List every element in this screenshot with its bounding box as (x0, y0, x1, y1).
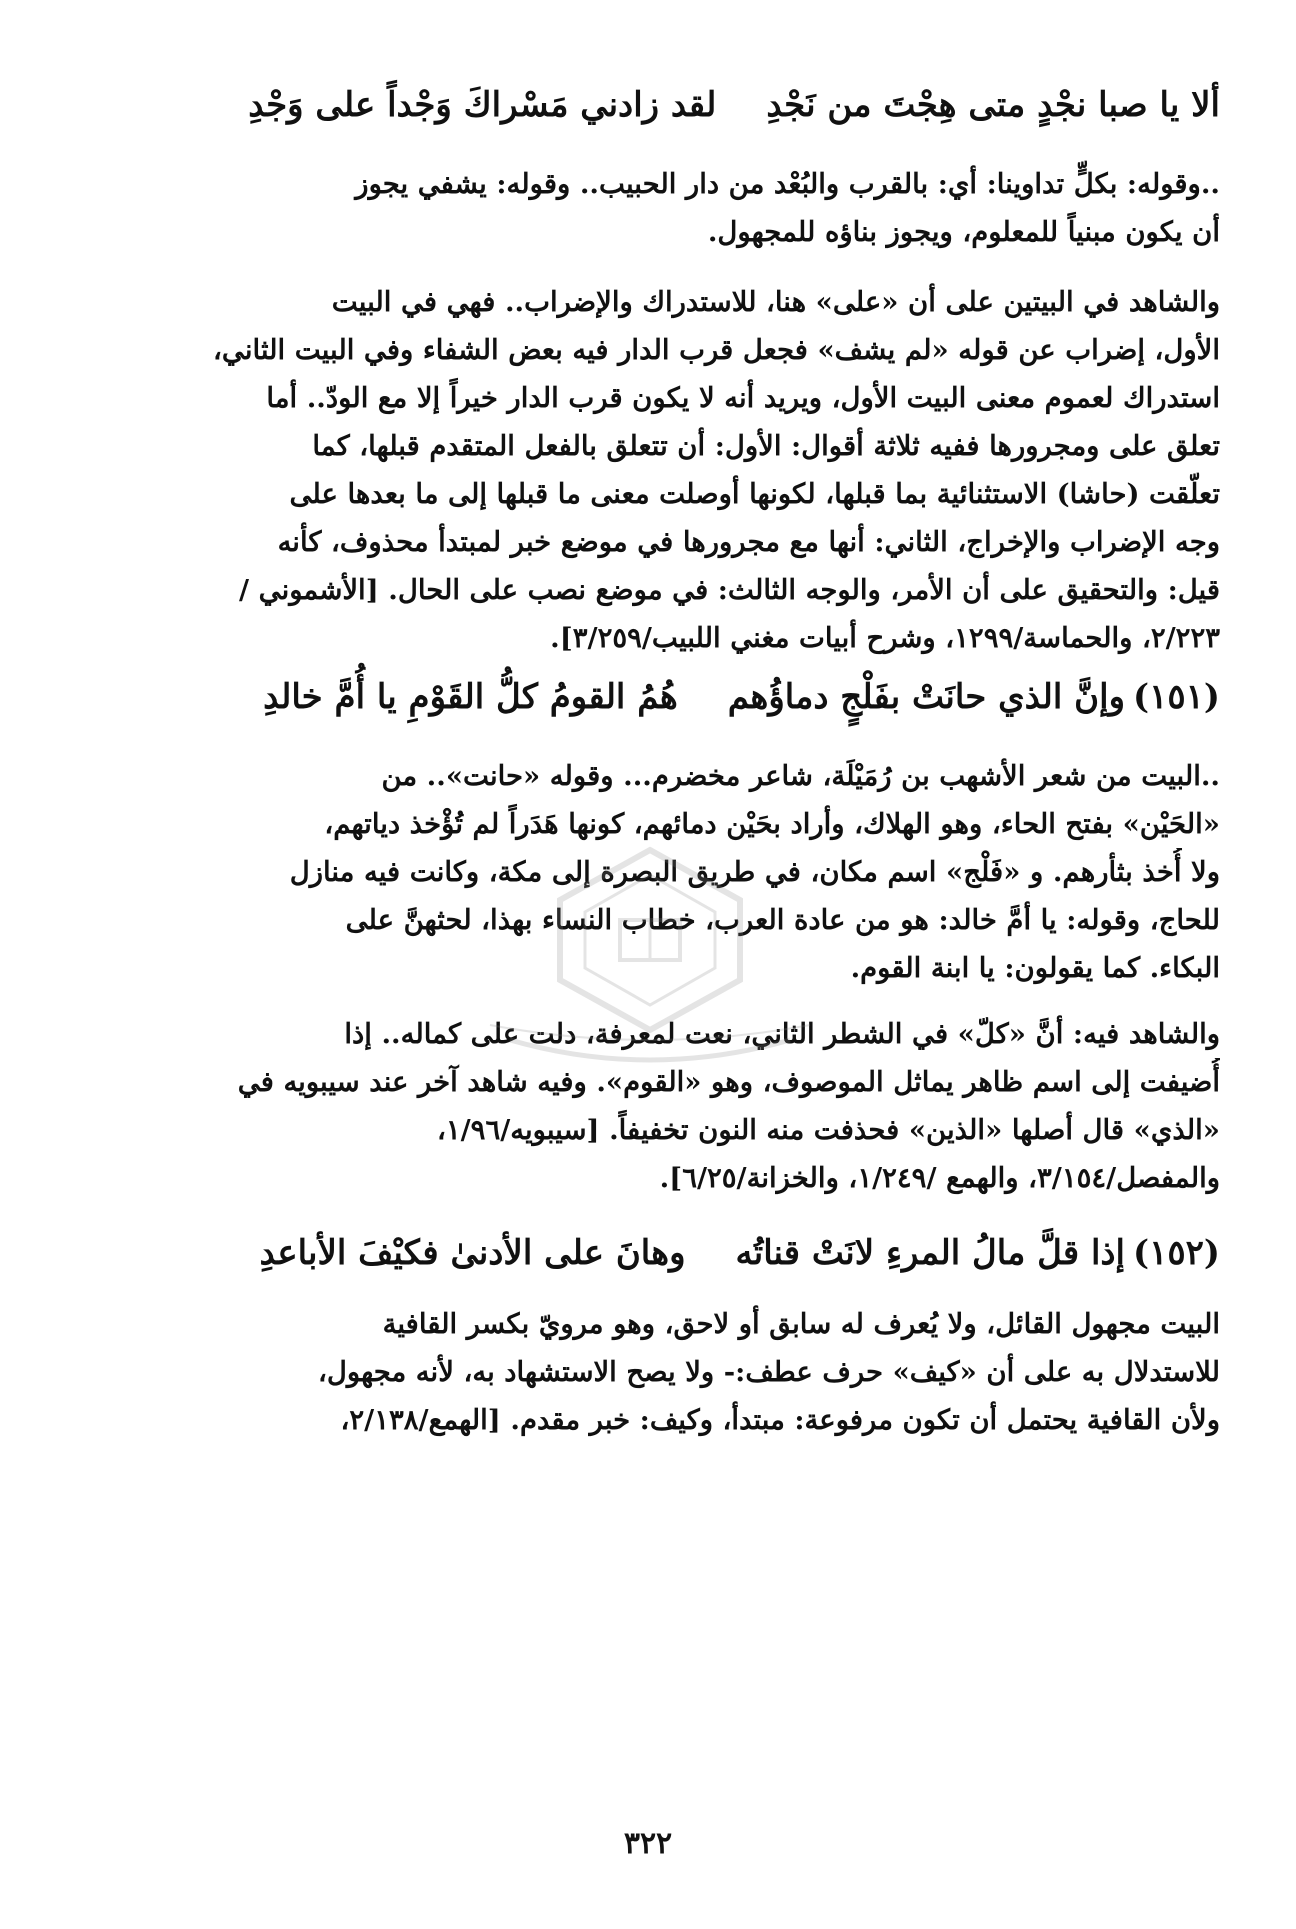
verse-number: (١٥١) (1133, 677, 1220, 717)
verse-top-hemistich-1: ألا يا صبا نجْدٍ متى هِجْتَ من نَجْدِ (766, 85, 1220, 125)
text-line: والمفصل/٣/١٥٤، والهمع /١/٢٤٩، والخزانة/٦/٢٥]. (659, 1162, 1220, 1194)
verse-number: (١٥٢) (1133, 1233, 1220, 1273)
page-number: ٣٢٢ (623, 1826, 673, 1861)
text-line: تعلق على ومجرورها ففيه ثلاثة أقوال: الأول: أن تتعلق بالفعل المتقدم قبلها، كما (312, 430, 1220, 462)
verse-top (40, 80, 1220, 130)
text-line: قيل: والتحقيق على أن الأمر، والوجه الثالث: في موضع نصب على الحال. [الأشموني / (239, 574, 1220, 606)
text-line: أن يكون مبنياً للمعلوم، ويجوز بناؤه للمجهول. (707, 216, 1220, 248)
text-line: للحاج، وقوله: يا أمَّ خالد: هو من عادة العرب، خطاب النساء بهذا، لحثهنَّ على (345, 904, 1220, 936)
text-line: ٢/٢٢٣، والحماسة/١٢٩٩، وشرح أبيات مغني اللبيب/٣/٢٥٩]. (550, 622, 1220, 654)
verse-152 (40, 1228, 1220, 1278)
text-line: تعلّقت (حاشا) الاستثنائية بما قبلها، لكونها أوصلت معنى ما قبلها إلى ما بعدها على (289, 478, 1220, 510)
text-line: الأول، إضراب عن قوله «لم يشف» فجعل قرب الدار فيه بعض الشفاء وفي البيت الثاني، (213, 334, 1220, 366)
paragraph-5 (40, 1300, 1220, 1444)
verse-152-hemistich-2: وهانَ على الأدنىٰ فكيْفَ الأباعدِ (259, 1233, 686, 1273)
paragraph-1 (40, 160, 1220, 256)
verse-151 (40, 672, 1220, 722)
verse-151-hemistich-1: وإنَّ الذي حانَتْ بفَلْجٍ دماؤُهم (727, 677, 1126, 717)
verse-top-hemistich-2: لقد زادني مَسْراكَ وَجْداً على وَجْدِ (248, 85, 717, 125)
verse-152-hemistich-1: إذا قلَّ مالُ المرءِ لانَتْ قناتُه (735, 1233, 1126, 1273)
text-line: ولأن القافية يحتمل أن تكون مرفوعة: مبتدأ، وكيف: خبر مقدم. [الهمع/٢/١٣٨، (340, 1404, 1220, 1436)
text-line: أُضيفت إلى اسم ظاهر يماثل الموصوف، وهو «القوم». وفيه شاهد آخر عند سيبويه في (237, 1066, 1220, 1098)
text-line: وجه الإضراب والإخراج، الثاني: أنها مع مجرورها في موضع خبر لمبتدأ محذوف، كأنه (277, 526, 1220, 558)
text-line: البكاء. كما يقولون: يا ابنة القوم. (850, 952, 1220, 984)
text-line: ..البيت من شعر الأشهب بن رُمَيْلَة، شاعر مخضرم... وقوله «حانت».. من (381, 760, 1220, 792)
library-seal-watermark (450, 840, 850, 1070)
text-line: ولا أُخذ بثأرهم. و «فَلْج» اسم مكان، في طريق البصرة إلى مكة، وكانت فيه منازل (289, 856, 1220, 888)
text-line: للاستدلال به على أن «كيف» حرف عطف:- ولا يصح الاستشهاد به، لأنه مجهول، (318, 1356, 1220, 1388)
text-line: البيت مجهول القائل، ولا يُعرف له سابق أو لاحق، وهو مرويّ بكسر القافية (382, 1308, 1220, 1340)
text-line: ..وقوله: بكلٍّ تداوينا: أي: بالقرب والبُعْد من دار الحبيب.. وقوله: يشفي يجوز (355, 168, 1220, 200)
text-line: استدراك لعموم معنى البيت الأول، ويريد أنه لا يكون قرب الدار خيراً إلا مع الودّ.. أما (266, 382, 1220, 414)
text-line: والشاهد فيه: أنَّ «كلّ» في الشطر الثاني، نعت لمعرفة، دلت على كماله.. إذا (344, 1018, 1220, 1050)
text-line: «الذي» قال أصلها «الذين» فحذفت منه النون تخفيفاً. [سيبويه/١/٩٦، (436, 1114, 1220, 1146)
text-line: والشاهد في البيتين على أن «على» هنا، للاستدراك والإضراب.. فهي في البيت (331, 286, 1220, 318)
paragraph-2 (40, 278, 1220, 662)
verse-151-hemistich-2: هُمُ القومُ كلُّ القَوْمِ يا أُمَّ خالدِ (263, 677, 678, 717)
text-line: «الحَيْن» بفتح الحاء، وهو الهلاك، وأراد بحَيْن دمائهم، كونها هَدَراً لم تُؤْخذ دياتهم، (324, 808, 1220, 840)
